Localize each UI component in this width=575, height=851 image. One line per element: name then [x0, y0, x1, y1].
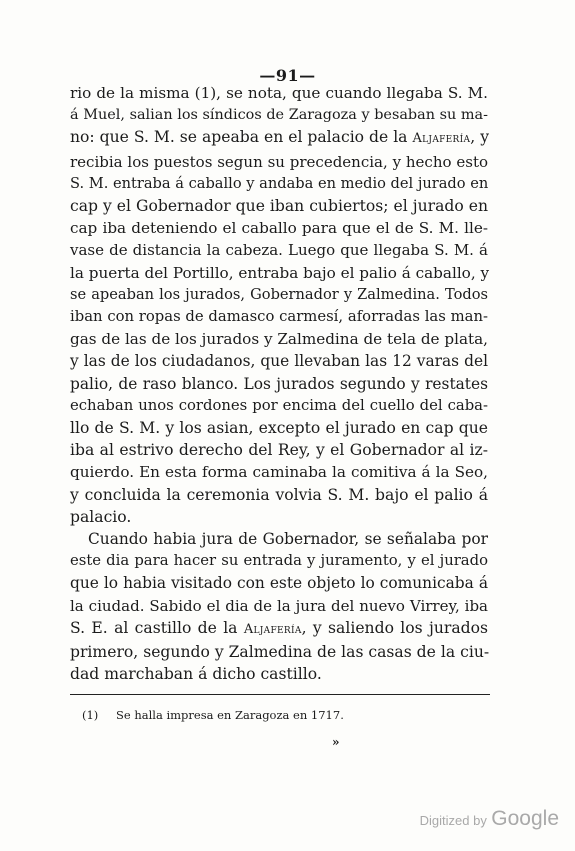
text-segment: primero, segundo y Zalmedina de las casas de la ciu- — [70, 643, 490, 662]
text-segment: á Muel, salian los síndicos de Zaragoza y besaban su ma- — [70, 107, 488, 124]
text-line — [70, 461, 488, 483]
text-segment: , y — [470, 128, 490, 147]
text-segment: Cuando habia jura de Gobernador, se señalaba por — [88, 530, 488, 549]
text-segment: dad marchaban á dicho castillo. — [70, 665, 322, 684]
footnote-rule — [70, 694, 490, 695]
text-segment: no: que S. M. se apeaba en el palacio de la — [70, 128, 413, 147]
text-segment: gas de las de los jurados y Zalmedina de tela de plata, — [70, 330, 488, 349]
text-segment: que lo habia visitado con este objeto lo comunicaba á — [70, 574, 488, 593]
text-line — [70, 595, 488, 617]
footnote-marker: (1) — [82, 708, 99, 722]
text-segment: se apeaban los jurados, Gobernador y Zalmedina. Todos — [70, 285, 488, 303]
text-segment: , y saliendo los jurados — [301, 618, 489, 637]
text-line — [70, 617, 488, 641]
text-segment: iba al estrivo derecho del Rey, y el Gobernador al iz- — [70, 441, 488, 460]
text-segment: iban con ropas de damasco carmesí, aforradas las man- — [70, 308, 488, 326]
text-line — [70, 373, 488, 395]
text-line — [70, 262, 488, 284]
footnote-text: Se halla impresa en Zaragoza en 1717. — [116, 708, 344, 722]
text-segment: echaban unos cordones por encima del cuello del caba- — [70, 396, 488, 414]
watermark-prefix: Digitized by — [419, 813, 487, 828]
text-line — [70, 439, 488, 461]
text-line — [70, 82, 488, 104]
text-line — [70, 417, 488, 439]
text-segment: quierdo. En esta forma caminaba la comitiva á la Seo, — [70, 463, 488, 482]
text-line — [70, 306, 488, 328]
text-segment: y las de los ciudadanos, que llevaban las 12 varas del — [70, 352, 488, 371]
text-line — [70, 572, 488, 594]
text-line — [70, 350, 488, 372]
digitized-by-google-watermark — [420, 807, 559, 831]
text-line — [70, 528, 488, 550]
text-segment: rio de la misma (1), se nota, que cuando llegaba S. M. — [70, 84, 488, 102]
text-segment: cap y el Gobernador que iban cubiertos; el jurado en — [70, 197, 488, 216]
text-line — [70, 195, 488, 217]
text-line — [70, 239, 488, 261]
google-logo: Google — [491, 807, 559, 830]
text-segment: palacio. — [70, 507, 132, 526]
text-line — [70, 104, 488, 126]
small-caps-term: Aljafería — [412, 131, 471, 147]
text-line — [70, 328, 488, 350]
body-text — [70, 82, 488, 685]
text-segment: llo de S. M. y los asian, excepto el jurado en cap que — [70, 419, 488, 438]
text-segment: S. E. al castillo de la — [70, 618, 244, 637]
text-segment: la puerta del Portillo, entraba bajo el palio á caballo, y — [70, 263, 490, 282]
text-line — [70, 151, 488, 173]
footnote — [82, 708, 344, 722]
text-segment: y concluida la ceremonia volvia S. M. bajo el palio á — [70, 485, 488, 504]
text-segment: S. M. entraba á caballo y andaba en medio del jurado en — [70, 174, 489, 192]
text-line — [70, 173, 488, 195]
text-segment: palio, de raso blanco. Los jurados segundo y restates — [70, 374, 488, 393]
text-segment: este dia para hacer su entrada y juramento, y el jurado — [70, 552, 488, 570]
text-line — [70, 217, 488, 239]
text-line — [70, 284, 488, 306]
text-line — [70, 506, 488, 528]
text-line — [70, 641, 488, 663]
text-segment: la ciudad. Sabido el dia de la jura del nuevo Virrey, iba — [70, 596, 488, 615]
text-line — [70, 663, 488, 685]
text-segment: cap iba deteniendo el caballo para que el de S. M. lle- — [70, 219, 488, 238]
text-line — [70, 126, 488, 150]
signature-mark: » — [332, 735, 340, 749]
text-line — [70, 395, 488, 417]
small-caps-term: Aljafería — [243, 621, 302, 637]
text-segment: vase de distancia la cabeza. Luego que llegaba S. M. á — [70, 241, 488, 260]
page-number: —91— — [259, 66, 316, 85]
text-segment: recibia los puestos segun su precedencia, y hecho esto — [70, 152, 488, 171]
text-line — [70, 550, 488, 572]
text-line — [70, 484, 488, 506]
